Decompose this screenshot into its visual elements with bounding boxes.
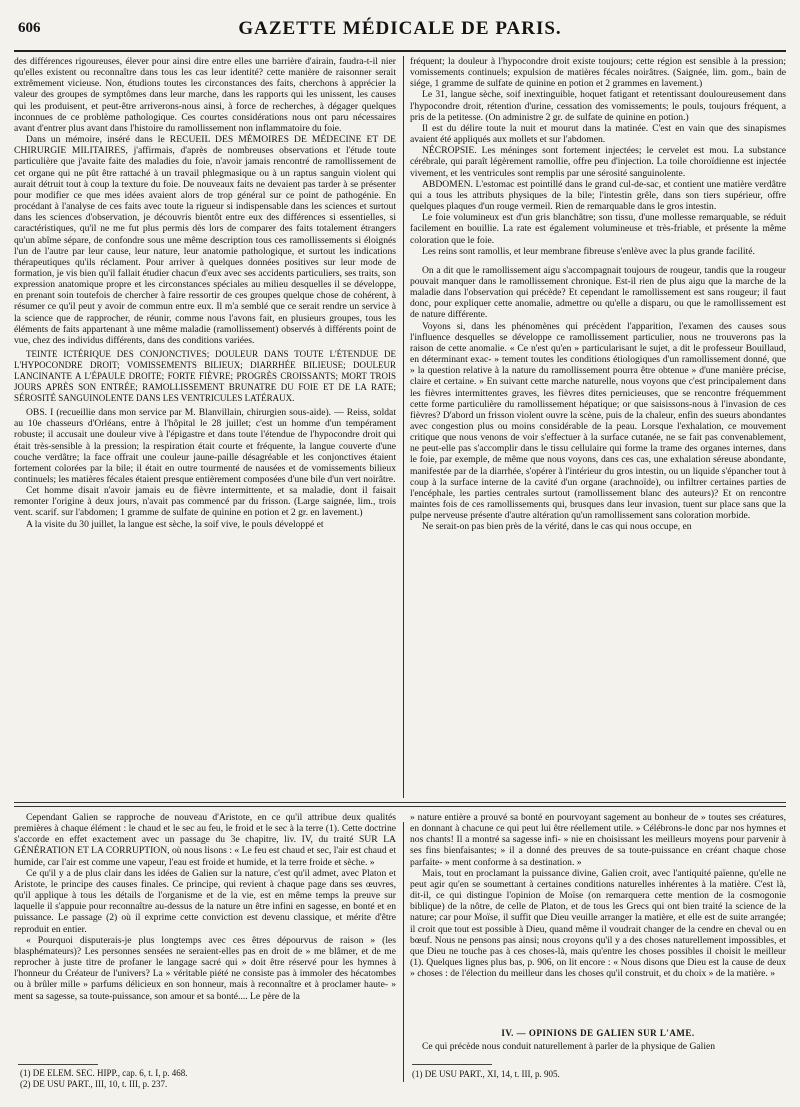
paragraph: Le 31, langue sèche, soif inextinguible, hoquet fatigant et retentissant douloureusement dans l'hypocondre droit, rétention d'urine, cessation des vomissements; le pouls, toujours fréquent, a pris de la petitesse. (On administre 2 gr. de sulfate de quinine en potion.): [410, 89, 786, 123]
feuilleton-right-column: [410, 812, 786, 1024]
paragraph: Il est du délire toute la nuit et mourut dans la matinée. C'est en vain que des sinapismes avaient été appliqués aux mollets et sur l'abdomen.: [410, 122, 786, 146]
column-divider: [403, 822, 404, 1082]
feuilleton-left-column: [14, 812, 396, 1064]
paragraph: Ce qu'il y a de plus clair dans les idées de Galien sur la nature, c'est qu'il admet, avec Platon et Aristote, le principe des causes finales. Ce principe, qui revient à chaque page dans ses œuvres, qu'il applique à tous les détails de l'organisme et de la vie, est en même temps la preuve sur laquelle il s'appuie pour reconnaître au-dessus de la nature un être infini en sagesse, en bonté et en puissance. Le passage (2) où il exprime cette conviction est devenu classique, et mérite d'être reproduit en entier.: [14, 867, 396, 935]
footnotes-left: [20, 1068, 390, 1090]
paragraph: » nature entière a prouvé sa bonté en pourvoyant sagement au bonheur de » toutes ses créatures, en donnant à chacune ce qui peut lui être réellement utile. » Célébrons-le donc par nos hymnes et nos chants! Il a montré sa sagesse infi- » nie en choisissant les meilleurs moyens pour parvenir à ses fins bienfaisantes; » il a donné des preuves de sa toute-puissance en créant chaque chose parfaite- » ment conforme à sa destination. »: [410, 812, 786, 868]
paragraph: des différences rigoureuses, élever pour ainsi dire entre elles une barrière d'airain, faudra-t-il nier qu'elles existent ou reconnaître dans tous les cas leur identité? cette manière de raisonner serait extrêmement vicieuse. Non, étudions toutes les circonstances des faits, cherchons à apprécier la valeur des groupes de symptômes dans leur marche, dans les rapports qui les unissent, les causes qui les produisent, et peut-être arriverons-nous ainsi, à force de recherches, à dégager quelques inconnues de ce problème pathologique. Ces courtes considérations nous ont paru nécessaires avant d'entrer plus avant dans l'histoire du ramollissement non inflammatoire du foie.: [14, 56, 396, 134]
paragraph: OBS. I (recueillie dans mon service par M. Blanvillain, chirurgien sous-aide). — Reiss, soldat au 10e chasseurs d'Orléans, entre à l'hôpital le 28 juillet; c'est un homme d'un tempérament robuste; il accusait une douleur vive à l'épigastre et dans toute l'étendue de l'hypocondre droit qui était très-sensible à la pression; la respiration était courte et fréquente, la langue couverte d'une couche verdâtre; la face offrait une couleur jaune-paille désagréable et les conjonctives étaient fortement colorées par la bile; il était en outre tourmenté de nausées et de vomissements bilieux continuels; les matières fécales étaient presque entièrement composées d'une bile d'un vert noirâtre.: [14, 407, 396, 485]
paragraph: On a dit que le ramollissement aigu s'accompagnait toujours de rougeur, tandis que la rougeur pouvait manquer dans le ramollissement chronique. Est-il rien de plus aigu que la marche de la maladie dans l'observation qui précède? Et cependant le ramollissement est sans rougeur; il faut donc, pour expliquer cette anomalie, admettre ou qu'elle a disparu, ou que le ramollissement est de nature différente.: [410, 264, 786, 321]
paragraph: Voyons si, dans les phénomènes qui précèdent l'apparition, l'examen des causes sous l'influence desquelles se développe ce ramollissement particulier, nous ne trouverons pas la raison de cette anomalie. « Ce n'est qu'en » particularisant le sujet, a dit le professeur Bouillaud, en déterminant exac- » tement toutes les conditions étiologiques d'un ramollissement donné, que » la question relative à la nature du ramollissement pourra être obtenue » d'une manière précise, claire et certaine. » En suivant cette marche naturelle, nous voyons que c'est principalement dans les fièvres intermittentes graves, les fièvres dites pernicieuses, que se rencontre fréquemment cette forme particulière du ramollissement hépatique; or que saisissons-nous à l'invasion de ces fièvres? D'abord un frisson violent ouvre la scène, puis de la chaleur, enfin des sueurs abondantes avec congestion plus ou moins considérable de la peau. Lorsque l'exhalation, ce mouvement critique que nous venons de voir s'effectuer à la surface cutanée, ne se fait pas convenablement, ne peut-elle pas s'accomplir dans le tissu cellulaire qui forme la trame des organes internes, dans le foie, par exemple, de même que nous voyons, dans ces cas, une exhalation séreuse abondante, manifestée par de la diarrhée, s'opérer à l'intérieur du gros intestin, ou un liquide s'épancher tout à coup à la surface interne de la cavité d'un organe (arachnoïde), ou infiltrer certaines parties de l'encéphale, les parties centrales surtout (ramollissement blanc des auteurs)? Et on rencontre maintes fois de ces ramollissements qui, brusques dans leur invasion, tuent sur place sans que la pulpe nerveuse présente d'autre altération qu'un ramollissement sans coloration morbide.: [410, 320, 786, 522]
paragraph: Dans un mémoire, inséré dans le RECUEIL DES MÉMOIRES DE MÉDECINE ET DE CHIRURGIE MILITAIRES, j'affirmais, d'après de nombreuses observations et l'étude toute particulière que j'avaite faite des maladies du foie, n'avoir jamais rencontré de ramollissement de cet organe qui ne pût être rattaché à un travail phlegmasique ou à un raptus sanguin violent qui aurait détruit tout à coup la texture du foie. De nouveaux faits ne devaient pas tarder à se présenter pour modifier ce que mes idées avaient alors de trop général sur ce point de pathogénie. En procédant à l'analyse de ces faits avec toute la rigueur si indispensable dans les sciences et surtout dans les sciences d'observation, je découvris bientôt entre eux des différences si essentielles, si caractéristiques, qu'il ne me fut plus permis dès lors de comparer des faits totalement étrangers qu'un abîme sépare, de confondre sous une même description tous ces ramollissements si éloignés l'un de l'autre par leur cause, leur nature, leur anatomie pathologique, et surtout les indications thérapeutiques qu'ils réclament. Pour arriver à quelques données positives sur leur mode de formation, je vis bien qu'il fallait étudier chacun d'eux avec ses accidents particuliers, ses traits, son expression anatomique propre et les circonstances spéciales au milieu desquelles il se développe, en prenant soin toutefois de chercher à faire ressortir de ces groupes quelque chose de cohérent, à résumer ce qu'il peut y avoir de commun entre eux. Il m'a semblé que ce serait rendre un service à la science que de rapprocher, de réunir, comme nous l'avons fait, en plusieurs groupes, tous les éléments de faits appartenant à une même maladie (ramollissement) observés à différents point de vue, chez des individus différents, dans des conditions variées.: [14, 134, 396, 346]
feuilleton-rule: [14, 802, 786, 803]
footnotes-right: [412, 1069, 782, 1080]
observation-heading: TEINTE ICTÉRIQUE DES CONJONCTIVES; DOULEUR DANS TOUTE L'ÉTENDUE DE L'HYPOCONDRE DROIT; VOMISSEMENTS BILIEUX; DIARRHÉE BILIEUSE; DOULEUR LANCINANTE A L'ÉPAULE DROITE; FORTE FIÈVRE; PROGRÈS CROISSANTS; MORT TROIS JOURS APRÈS SON ENTRÉE; RAMOLLISSEMENT BRUNATRE DU FOIE ET DE LA RATE; SÉROSITÉ SANGUINOLENTE DANS LES VENTRICULES LATÉRAUX.: [14, 349, 396, 404]
paragraph: A la visite du 30 juillet, la langue est sèche, la soif vive, le pouls développé et: [26, 518, 324, 530]
paragraph: « Pourquoi disputerais-je plus longtemps avec ces êtres dépourvus de raison » (les blasphémateurs)? Les personnes sensées ne seraient-elles pas en droit de » me blâmer, et de me reprocher à juste titre de profaner le langage sacré qui » doit être réservé pour les hymnes à l'honneur du Créateur de l'univers? La » véritable piété ne consiste pas à immoler des hécatombes ou à brûler mille » parfums délicieux en son honneur, mais à reconnaître et à proclamer haute- » ment sa sagesse, sa toute-puissance, son amour et sa bonté.... Le père de la: [14, 934, 396, 1002]
footnote: (1) DE ELEM. SEC. HIPP., cap. 6, t. I, p. 468.: [20, 1068, 188, 1078]
feuilleton-rule: [14, 806, 786, 807]
footnote: (1) DE USU PART., XI, 14, t. III, p. 905.: [412, 1069, 560, 1079]
footnote-rule: [18, 1064, 98, 1065]
paragraph: Ce qui précède nous conduit naturellement à parler de la physique de Galien: [422, 1041, 716, 1053]
paragraph: Mais, tout en proclamant la puissance divine, Galien croit, avec l'antiquité païenne, qu'elle ne peut agir qu'en se soumettant à certaines conditions naturelles inhérentes à la matière. C'est là, dit-il, ce qui distingue l'opinion de Moïse (on remarquera cette mention de la cosmogonie biblique) de la nôtre, de celle de Platon, et de tous les Grecs qui ont bien traité la science de la nature; car pour Moïse, il suffit que Dieu veuille arranger la matière, et elle est de suite arrangée; il croit que tout est possible à Dieu, quand même il voudrait changer de la cendre en cheval ou en bœuf. Nous ne pensons pas ainsi; nous croyons qu'il y a des choses naturellement impossibles, et que Dieu ne touche pas à ces choses-là, mais qu'entre les choses possibles il choisit le meilleur (1). Quelques lignes plus bas, p. 906, on lit encore : « Nous disons que Dieu est la cause de deux » choses : de l'élection du meilleur dans les choses qu'il construit, et du choix » de la matière. »: [410, 867, 786, 980]
page-number: 606: [18, 20, 41, 36]
paragraph: Ne serait-on pas bien près de la vérité, dans le cas qui nous occupe, en: [422, 521, 692, 533]
column-divider: [403, 56, 404, 798]
section-heading: IV. — OPINIONS DE GALIEN SUR L'AME.: [501, 1028, 695, 1038]
paragraph: Les reins sont ramollis, et leur membrane fibreuse s'enlève avec la plus grande facilité.: [422, 245, 755, 257]
footnote: (2) DE USU PART., III, 10, t. III, p. 237.: [20, 1079, 168, 1089]
right-column: [410, 56, 786, 796]
page-header: [14, 18, 786, 44]
paragraph: ABDOMEN. L'estomac est pointillé dans le grand cul-de-sac, et contient une matière verdâtre qui a tous les attributs physiques de la bile; l'intestin grêle, dans son tiers supérieur, offre quelques plaques d'un rouge vermeil. Rien de remarquable dans le gros intestin.: [410, 178, 786, 213]
paragraph: fréquent; la douleur à l'hypocondre droit existe toujours; cette région est sensible à la pression; vomissements continuels; expulsion de matières fécales noirâtres. (Saignée, lim. gom., bain de siége, 1 gramme de sulfate de quinine en potion et 2 grammes en lavement.): [410, 56, 786, 90]
paragraph: NÉCROPSIE. Les méninges sont fortement injectées; le cervelet est mou. La substance cérébrale, qui paraît légèrement ramollie, offre peu d'injection. La toile choroïdienne est injectée vivement, et les ventricules sont remplis par une sérosité sanguinolente.: [410, 145, 786, 179]
paragraph: Cet homme disait n'avoir jamais eu de fièvre intermittente, et sa maladie, dont il faisait remonter l'origine à deux jours, n'avait pas commencé par du frisson. (Large saignée, lim., trois vent. scarif. sur l'abdomen; 1 gramme de sulfate de quinine en potion et 2 gr. en lavement.): [14, 485, 396, 519]
header-rule: [14, 50, 786, 52]
feuilleton-section: [410, 1026, 786, 1062]
paragraph: Cependant Galien se rapproche de nouveau d'Aristote, en ce qu'il attribue deux qualités premières à chaque élément : le chaud et le sec au feu, le froid et le sec à la terre (1). Cette doctrine s'accorde en effet exactement avec un passage du 3e chapitre, liv. IV, du traité SUR LA GÉNÉRATION ET LA CORRUPTION, où nous lisons : « Le feu est chaud et sec, l'air est chaud et humide, car l'air est comme une vapeur, l'eau est froide et humide, et la terre froide et sèche. »: [14, 812, 396, 868]
paragraph: Le foie volumineux est d'un gris blanchâtre; son tissu, d'une mollesse remarquable, se réduit facilement en bouillie. La rate est également volumineuse et très-friable, et présente la même coloration que le foie.: [410, 212, 786, 246]
footnote-rule: [412, 1064, 492, 1065]
page-title: GAZETTE MÉDICALE DE PARIS.: [238, 18, 562, 39]
left-column: [14, 56, 396, 796]
